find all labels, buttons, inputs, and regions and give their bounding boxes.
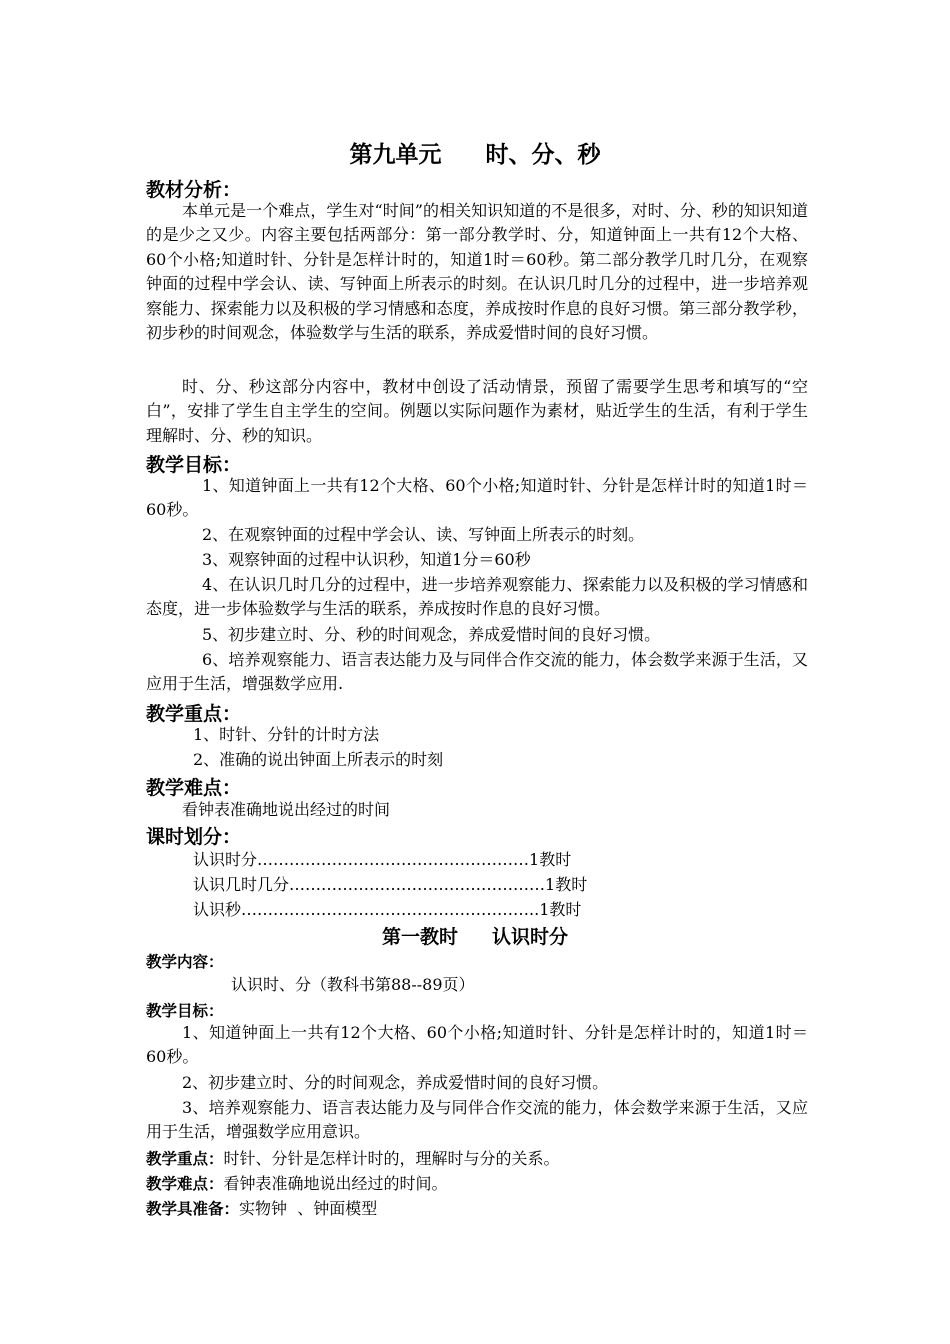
key-point-2: 2、准确的说出钟面上所表示的时刻	[193, 750, 444, 769]
schedule-heading: 课时划分：	[146, 826, 242, 848]
lesson1-title-part2: 认识时分	[492, 926, 569, 948]
lesson1-goal-1: 1、知道钟面上一共有12个大格、60个小格;知道时针、分针是怎样计时的，知道1时＝60秒。	[146, 1023, 808, 1067]
schedule-row-label: 认识时分	[193, 850, 258, 869]
schedule-row-leader: ……………………………………………	[257, 850, 530, 869]
schedule-row	[193, 847, 571, 870]
lesson1-goals-heading: 教学目标：	[146, 1002, 224, 1020]
lesson1-key-line	[146, 1146, 560, 1169]
material-analysis-heading: 教材分析：	[146, 179, 242, 201]
unit-title-unit: 第九单元	[349, 142, 442, 168]
teaching-goal-6: 6、培养观察能力、语言表达能力及与同伴合作交流的能力，体会数学来源于生活，又应用于生活，增强数学应用.	[146, 650, 808, 694]
unit-title	[0, 136, 950, 169]
lesson1-difficulty-text: 看钟表准确地说出经过的时间。	[223, 1174, 448, 1193]
lesson1-goal-3: 3、培养观察能力、语言表达能力及与同伴合作交流的能力，体会数学来源于生活，又应用于生活，增强数学应用意识。	[146, 1098, 808, 1142]
schedule-row-label: 认识秒	[193, 900, 242, 919]
lesson1-title-part1: 第一教时	[381, 926, 458, 948]
teaching-goal-2: 2、在观察钟面的过程中学会认、读、写钟面上所表示的时刻。	[202, 525, 645, 544]
lesson1-difficulty-label: 教学难点：	[146, 1175, 224, 1193]
material-analysis-paragraph-2: 时、分、秒这部分内容中，教材中创设了活动情景，预留了需要学生思考和填写的“空白”，安排了学生自主学生的空间。例题以实际问题作为素材，贴近学生的生活，有利于学生理解时、分、秒的知识。	[146, 377, 808, 445]
lesson1-goal-2: 2、初步建立时、分的时间观念，养成爱惜时间的良好习惯。	[182, 1073, 609, 1092]
schedule-row-leader: …………………………………………	[289, 875, 546, 894]
key-points-heading: 教学重点：	[146, 703, 242, 725]
lesson1-tools-text: 实物钟 、钟面模型	[239, 1199, 378, 1218]
schedule-row	[193, 872, 587, 895]
teaching-goal-3: 3、观察钟面的过程中认识秒，知道1分＝60秒	[202, 550, 531, 569]
teaching-goals-heading: 教学目标：	[146, 454, 242, 476]
key-point-1: 1、时针、分针的计时方法	[193, 725, 380, 744]
unit-title-topic: 时、分、秒	[485, 142, 601, 168]
lesson1-key-label: 教学重点：	[146, 1150, 224, 1168]
schedule-row-value: 1教时	[539, 900, 582, 919]
lesson1-difficulty-line	[146, 1171, 448, 1194]
teaching-goal-1: 1、知道钟面上一共有12个大格、60个小格;知道时针、分针是怎样计时的知道1时＝60秒。	[146, 476, 808, 520]
schedule-row-leader: ………………………………………………..	[241, 900, 540, 919]
difficulty-text: 看钟表准确地说出经过的时间	[182, 800, 391, 819]
teaching-goal-5: 5、初步建立时、分、秒的时间观念，养成爱惜时间的良好习惯。	[202, 625, 661, 644]
lesson1-tools-line	[146, 1196, 377, 1219]
lesson1-key-text: 时针、分针是怎样计时的，理解时与分的关系。	[223, 1149, 560, 1168]
schedule-row	[193, 897, 581, 920]
schedule-row-value: 1教时	[529, 850, 572, 869]
schedule-row-label: 认识几时几分	[193, 875, 290, 894]
lesson1-tools-label: 教学具准备：	[146, 1200, 240, 1218]
material-analysis-paragraph-1: 本单元是一个难点，学生对“时间”的相关知识知道的不是很多，对时、分、秒的知识知道的是少之又少。内容主要包括两部分：第一部分教学时、分，知道钟面上一共有12个大格、60个小格;知道时针、分针是怎样计时的，知道1时＝60秒。第二部分教学几时几分，在观察钟面的过程中学会认、读、写钟面上所表示的时刻。在认识几时几分的过程中，进一步培养观察能力、探索能力以及积极的学习情感和态度，养成按时作息的良好习惯。第三部分教学秒，初步秒的时间观念，体验数学与生活的联系，养成爱惜时间的良好习惯。	[146, 201, 808, 343]
lesson1-content-heading: 教学内容：	[146, 953, 224, 971]
lesson1-title	[0, 922, 950, 949]
lesson1-content-text: 认识时、分（教科书第88--89页）	[231, 975, 475, 994]
teaching-goal-4: 4、在认识几时几分的过程中，进一步培养观察能力、探索能力以及积极的学习情感和态度，进一步体验数学与生活的联系，养成按时作息的良好习惯。	[146, 575, 808, 619]
schedule-row-value: 1教时	[545, 875, 588, 894]
difficulty-heading: 教学难点：	[146, 777, 242, 799]
